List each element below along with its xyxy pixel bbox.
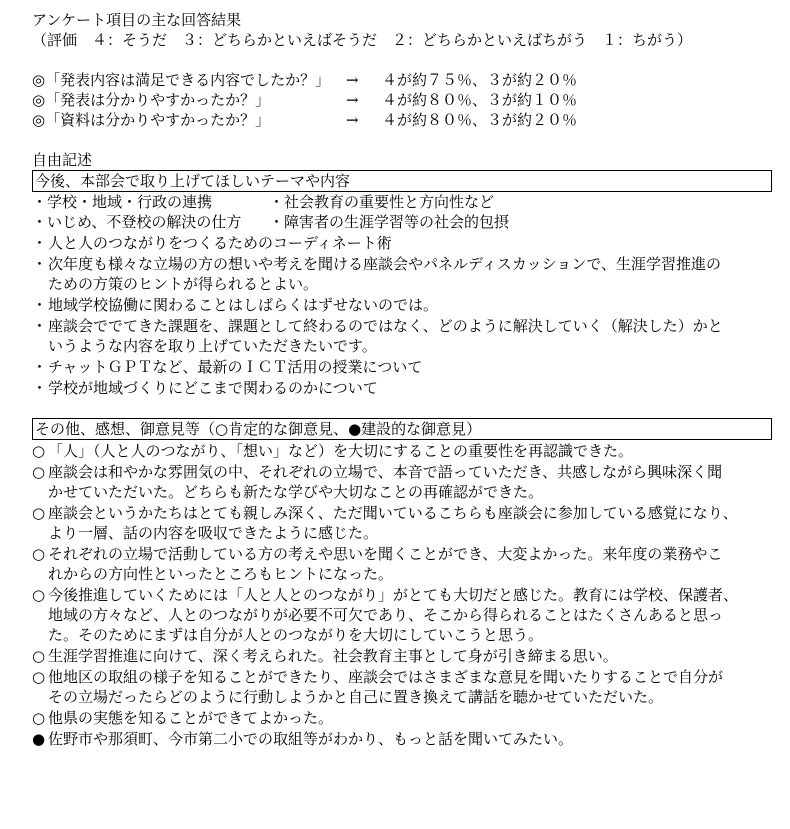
- list-item: [32, 462, 772, 502]
- list-item: [32, 646, 772, 666]
- text-line: 他県の実態を知ることができてよかった。: [48, 709, 334, 727]
- survey-question: ◎「資料は分かりやすかったか？」: [32, 111, 271, 129]
- rating-legend: （評価 ４：そうだ ３：どちらかといえばそうだ ２：どちらかといえばちがう １：ちがう）: [32, 31, 693, 49]
- arrow-glyph: →: [346, 91, 359, 109]
- list-item: [32, 729, 772, 749]
- topic-text: ・いじめ、不登校の解決の仕方: [32, 213, 242, 231]
- item-text: [48, 378, 772, 398]
- bullet-mark: ・: [32, 234, 48, 252]
- topic-text: ・社会教育の重要性と方向性など: [269, 193, 495, 211]
- document-page: [32, 10, 772, 749]
- free-description-heading: 自由記述: [32, 151, 93, 169]
- opinion-mark: ○: [32, 504, 46, 522]
- list-item: [32, 192, 772, 212]
- item-text: [48, 316, 772, 356]
- text-line: 生涯学習推進に向けて、深く考えられた。社会教育主事として身が引き締まる思い。: [48, 647, 618, 665]
- survey-result-row: [32, 90, 772, 110]
- text-line: 人と人のつながりをつくるためのコーディネート術: [48, 234, 392, 252]
- text-line: 他地区の取組の様子を知ることができたり、座談会ではさまざまな意見を聞いたりすることで自分が: [48, 668, 724, 686]
- list-item: [32, 544, 772, 584]
- text-line: かせていただいた。どちらも新たな学びや大切なことの再確認ができた。: [48, 483, 544, 501]
- text-line: チャットＧＰＴなど、最新のＩＣＴ活用の授業について: [48, 358, 423, 376]
- list-item: [32, 585, 772, 645]
- item-text: [48, 295, 772, 315]
- item-text: [48, 708, 772, 728]
- topics-list: [32, 192, 772, 398]
- item-text: [48, 254, 772, 294]
- text-line: より一層、話の内容を吸収できたように感じた。: [48, 524, 379, 542]
- bullet-mark: ・: [32, 379, 48, 397]
- survey-question: ◎「発表は分かりやすかったか？」: [32, 91, 271, 109]
- list-item: [32, 316, 772, 356]
- text-line: その立場だったらどのように行動しようかと自己に置き換えて講話を聴かせていただいた。: [48, 688, 664, 706]
- list-item: [32, 254, 772, 294]
- bullet-mark: ・: [32, 358, 48, 376]
- opinion-mark: ○: [32, 545, 46, 563]
- list-item: [32, 212, 772, 232]
- text-line: 座談会ででてきた課題を、課題として終わるのではなく、どのように解決していく（解決した）かと: [48, 317, 723, 335]
- text-line: いうような内容を取り上げていただきたいです。: [48, 337, 377, 355]
- list-item: [32, 295, 772, 315]
- survey-results: [32, 70, 772, 130]
- text-line: 次年度も様々な立場の方の想いや考えを聞ける座談会やパネルディスカッションで、生涯学習推進の: [48, 255, 722, 273]
- opinions-list: [32, 441, 772, 749]
- opinion-mark: ○: [32, 647, 46, 665]
- item-text: [48, 233, 772, 253]
- item-text: [48, 544, 772, 584]
- item-text: [48, 646, 772, 666]
- survey-result-row: [32, 70, 772, 90]
- item-text: [48, 667, 772, 707]
- text-line: 地域の方々など、人とのつながりが必要不可欠であり、そこから得られることはたくさんあると思っ: [48, 606, 724, 624]
- opinion-mark: ●: [32, 730, 46, 748]
- list-item: [32, 357, 772, 377]
- arrow-glyph: →: [346, 111, 359, 129]
- list-item: [32, 503, 772, 543]
- item-text: [48, 503, 772, 543]
- text-line: れからの方向性といったところもヒントになった。: [48, 565, 394, 583]
- list-item: [32, 233, 772, 253]
- survey-title: アンケート項目の主な回答結果: [32, 11, 242, 29]
- bullet-mark: ・: [32, 317, 48, 335]
- survey-result: ４が約７５％、３が約２０％: [382, 71, 578, 89]
- opinion-mark: ○: [32, 463, 46, 481]
- list-item: [32, 708, 772, 728]
- text-line: 「人」（人と人のつながり、「想い」など）を大切にすることの重要性を再認識できた。: [48, 442, 634, 460]
- survey-question: ◎「発表内容は満足できる内容でしたか？」: [32, 71, 331, 89]
- list-item: [32, 667, 772, 707]
- text-line: 佐野市や那須町、今市第二小での取組等がわかり、もっと話を聞いてみたい。: [48, 730, 574, 748]
- topic-text: ・学校・地域・行政の連携: [32, 193, 213, 211]
- item-text: [48, 729, 772, 749]
- text-line: それぞれの立場で活動している方の考えや思いを聞くことができ、大変よかった。来年度の業務やこ: [48, 545, 723, 563]
- opinion-mark: ○: [32, 709, 46, 727]
- topic-text: ・障害者の生涯学習等の社会的包摂: [269, 213, 510, 231]
- text-line: た。そのためにまずは自分が人とのつながりを大切にしていこうと思う。: [48, 626, 544, 644]
- text-line: 学校が地域づくりにどこまで関わるのかについて: [48, 379, 378, 397]
- bullet-mark: ・: [32, 296, 48, 314]
- text-line: 座談会というかたちはとても親しみ深く、ただ聞いているこちらも座談会に参加している感覚になり、: [48, 504, 738, 522]
- topics-box: 今後、本部会で取り上げてほしいテーマや内容: [32, 170, 772, 192]
- survey-result-row: [32, 110, 772, 130]
- list-item: [32, 378, 772, 398]
- survey-result: ４が約８０％、３が約１０％: [382, 91, 578, 109]
- text-line: 座談会は和やかな雰囲気の中、それぞれの立場で、本音で語っていただき、共感しながら興味深く聞: [48, 463, 723, 481]
- item-text: [48, 357, 772, 377]
- text-line: 地域学校協働に関わることはしばらくはずせないのでは。: [48, 296, 439, 314]
- bullet-mark: ・: [32, 255, 48, 273]
- survey-result: ４が約８０％、３が約２０％: [382, 111, 578, 129]
- opinion-mark: ○: [32, 442, 46, 460]
- text-line: 今後推進していくためには「人と人とのつながり」がとても大切だと感じた。教育には学校、保護者、: [48, 586, 739, 604]
- text-line: ための方策のヒントが得られるとよい。: [48, 275, 319, 293]
- opinion-mark: ○: [32, 586, 46, 604]
- opinions-box: その他、感想、御意見等（○肯定的な御意見、●建設的な御意見）: [32, 418, 772, 440]
- item-text: [48, 441, 772, 461]
- item-text: [48, 462, 772, 502]
- opinion-mark: ○: [32, 668, 46, 686]
- arrow-glyph: →: [346, 71, 359, 89]
- list-item: [32, 441, 772, 461]
- item-text: [48, 585, 772, 645]
